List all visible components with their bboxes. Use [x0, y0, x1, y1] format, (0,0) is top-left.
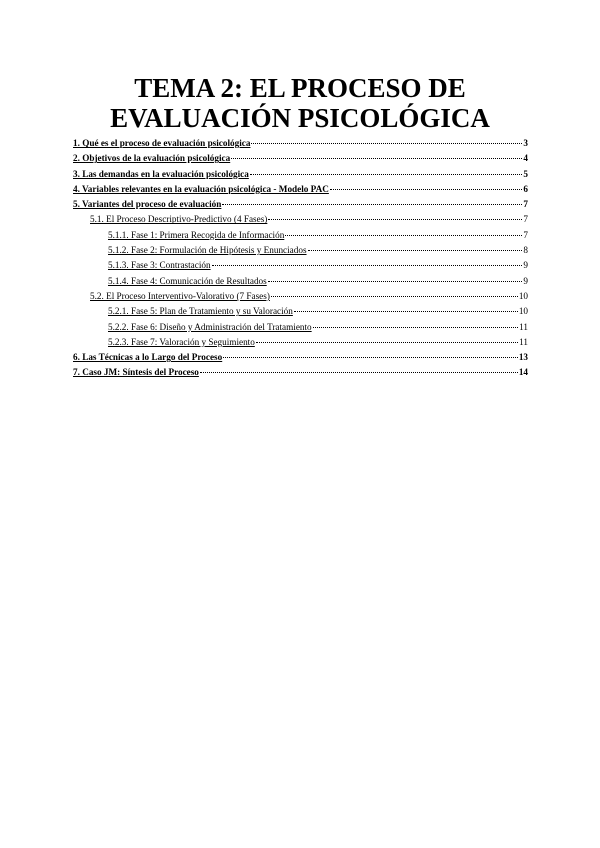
toc-entry[interactable] — [73, 258, 528, 273]
toc-entry[interactable] — [73, 320, 528, 335]
toc-leader-dots — [231, 150, 522, 159]
toc-entry[interactable] — [73, 304, 528, 319]
toc-entry[interactable] — [73, 167, 528, 182]
toc-leader-dots — [271, 288, 518, 297]
table-of-contents — [73, 136, 528, 381]
toc-page-number[interactable]: 11 — [519, 321, 528, 332]
toc-leader-dots — [223, 349, 518, 358]
toc-page-number[interactable]: 10 — [518, 290, 528, 301]
toc-leader-dots — [212, 257, 523, 266]
toc-entry-label[interactable]: 5.1.3. Fase 3: Contrastación — [108, 260, 211, 271]
toc-entry[interactable] — [73, 365, 528, 380]
toc-entry[interactable] — [73, 274, 528, 289]
toc-entry-label[interactable]: 5.2.3. Fase 7: Valoración y Seguimiento — [108, 336, 255, 347]
toc-leader-dots — [330, 181, 523, 190]
toc-entry[interactable] — [73, 228, 528, 243]
toc-entry[interactable] — [73, 197, 528, 212]
toc-entry[interactable] — [73, 350, 528, 365]
toc-entry[interactable] — [73, 243, 528, 258]
toc-page-number[interactable]: 8 — [523, 245, 528, 256]
document-title: TEMA 2: EL PROCESO DE EVALUACIÓN PSICOLÓGICA — [110, 73, 490, 133]
toc-entry-label[interactable]: 5.2.1. Fase 5: Plan de Tratamiento y su Valoración — [108, 306, 293, 317]
toc-leader-dots — [251, 135, 522, 144]
toc-entry[interactable] — [73, 136, 528, 151]
toc-entry[interactable] — [73, 151, 528, 166]
toc-entry[interactable] — [73, 212, 528, 227]
toc-entry[interactable] — [73, 335, 528, 350]
toc-leader-dots — [285, 227, 522, 236]
toc-leader-dots — [200, 364, 518, 373]
toc-leader-dots — [268, 273, 523, 282]
toc-page-number[interactable]: 10 — [518, 306, 528, 317]
toc-entry[interactable] — [73, 182, 528, 197]
toc-page-number[interactable]: 13 — [518, 352, 528, 363]
toc-leader-dots — [256, 334, 518, 343]
toc-entry-label[interactable]: 5.1.1. Fase 1: Primera Recogida de Información — [108, 229, 285, 240]
toc-page-number[interactable]: 9 — [523, 260, 528, 271]
toc-entry-label[interactable]: 5.2. El Proceso Interventivo-Valorativo (7 Fases) — [90, 290, 270, 301]
toc-entry-label[interactable]: 5. Variantes del proceso de evaluación — [73, 199, 222, 210]
toc-page-number[interactable]: 6 — [523, 183, 528, 194]
toc-page-number[interactable]: 5 — [523, 168, 528, 179]
toc-leader-dots — [222, 196, 522, 205]
toc-entry[interactable] — [73, 289, 528, 304]
toc-page-number[interactable]: 11 — [519, 336, 528, 347]
toc-entry-label[interactable]: 7. Caso JM: Síntesis del Proceso — [73, 367, 199, 378]
toc-page-number[interactable]: 7 — [523, 214, 528, 225]
toc-leader-dots — [294, 303, 518, 312]
toc-page-number[interactable]: 7 — [523, 229, 528, 240]
toc-leader-dots — [250, 166, 523, 175]
toc-entry-label[interactable]: 3. Las demandas en la evaluación psicológica — [73, 168, 249, 179]
toc-leader-dots — [308, 242, 523, 251]
toc-leader-dots — [268, 211, 522, 220]
toc-entry-label[interactable]: 4. Variables relevantes en la evaluación psicológica - Modelo PAC — [73, 183, 329, 194]
toc-entry-label[interactable]: 5.1.2. Fase 2: Formulación de Hipótesis y Enunciados — [108, 245, 307, 256]
toc-page-number[interactable]: 3 — [523, 138, 528, 148]
toc-entry-label[interactable]: 2. Objetivos de la evaluación psicológica — [73, 153, 231, 164]
toc-page-number[interactable]: 7 — [523, 199, 528, 210]
toc-entry-label[interactable]: 5.1. El Proceso Descriptivo-Predictivo (4 Fases) — [90, 214, 268, 225]
toc-page-number[interactable]: 14 — [518, 367, 528, 378]
toc-entry-label[interactable]: 6. Las Técnicas a lo Largo del Proceso — [73, 352, 223, 363]
toc-page-number[interactable]: 4 — [523, 153, 528, 164]
toc-entry-label[interactable]: 5.1.4. Fase 4: Comunicación de Resultados — [108, 275, 267, 286]
toc-entry-label[interactable]: 1. Qué es el proceso de evaluación psicológica — [73, 138, 251, 148]
toc-page-number[interactable]: 9 — [523, 275, 528, 286]
toc-leader-dots — [313, 319, 519, 328]
toc-entry-label[interactable]: 5.2.2. Fase 6: Diseño y Administración del Tratamiento — [108, 321, 312, 332]
